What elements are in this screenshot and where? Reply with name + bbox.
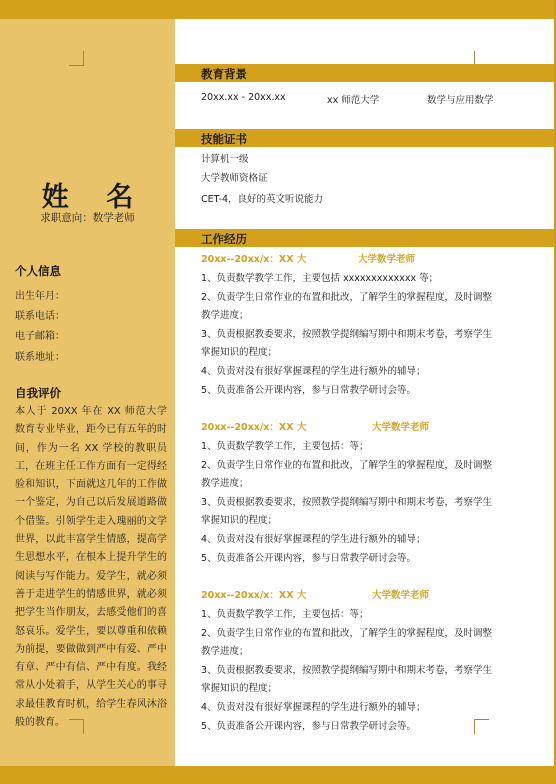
bottom-accent-strip xyxy=(0,766,556,784)
job-duty-line: 教学进度； xyxy=(201,478,249,489)
job-period: 20xx--20xx/x：XX 大 xyxy=(201,254,307,265)
skills-header-bar xyxy=(175,129,554,147)
job-duty-line: 教学进度； xyxy=(201,646,249,657)
skill-item: 计算机一级 xyxy=(201,154,249,165)
email-label: 电子邮箱： xyxy=(15,331,65,342)
phone-label: 联系电话： xyxy=(15,311,65,322)
education-title: 教育背景 xyxy=(201,67,247,81)
job-duty-line: 2、负责学生日常作业的布置和批改，了解学生的掌握程度，及时调整 xyxy=(201,292,493,303)
job-duty-line: 4、负责对没有很好掌握课程的学生进行额外的辅导； xyxy=(201,366,426,377)
job-period: 20xx--20xx/x：XX 大 xyxy=(201,590,307,601)
work-header-bar xyxy=(175,229,554,247)
personal-info-title: 个人信息 xyxy=(15,264,61,278)
skills-title: 技能证书 xyxy=(201,132,247,146)
address-label: 联系地址： xyxy=(15,352,65,363)
top-accent-strip xyxy=(0,0,556,19)
job-duty-line: 掌握知识的程度； xyxy=(201,683,278,694)
birth-label: 出生年月： xyxy=(15,291,65,302)
education-period: 20xx.xx - 20xx.xx xyxy=(201,92,286,103)
corner-mark-bottom-right xyxy=(474,719,489,734)
job-duty-line: 4、负责对没有很好掌握课程的学生进行额外的辅导； xyxy=(201,702,426,713)
job-period: 20xx--20xx/x：XX 大 xyxy=(201,422,307,433)
job-role: 大学数学老师 xyxy=(372,590,430,601)
job-duty-line: 1、负责数学教学工作，主要包括：等； xyxy=(201,609,369,620)
education-school: xx 师范大学 xyxy=(327,95,380,106)
job-duty-line: 掌握知识的程度； xyxy=(201,347,278,358)
job-duty-line: 5、负责准备公开课内容，参与日常教学研讨会等。 xyxy=(201,721,417,732)
job-duty-line: 教学进度； xyxy=(201,310,249,321)
education-header-bar xyxy=(175,64,554,82)
education-major: 数学与应用数学 xyxy=(427,95,494,106)
job-duty-line: 1、负责数学教学工作，主要包括：等； xyxy=(201,441,369,452)
job-duty-line: 1、负责数学教学工作，主要包括 xxxxxxxxxxxxx 等； xyxy=(201,273,439,284)
job-duty-line: 掌握知识的程度； xyxy=(201,515,278,526)
job-duty-line: 3、负责根据教委要求，按照教学提纲编写期中和期末考卷，考察学生 xyxy=(201,497,493,508)
job-duty-line: 2、负责学生日常作业的布置和批改，了解学生的掌握程度，及时调整 xyxy=(201,628,493,639)
self-eval-title: 自我评价 xyxy=(15,386,61,400)
work-title: 工作经历 xyxy=(201,232,247,246)
job-duty-line: 3、负责根据教委要求，按照教学提纲编写期中和期末考卷，考察学生 xyxy=(201,665,493,676)
job-role: 大学数学老师 xyxy=(358,254,416,265)
job-duty-line: 3、负责根据教委要求，按照教学提纲编写期中和期末考卷，考察学生 xyxy=(201,329,493,340)
corner-mark-top-left xyxy=(69,51,84,66)
job-duty-line: 5、负责准备公开课内容，参与日常教学研讨会等。 xyxy=(201,385,417,396)
skill-item: CET-4，良好的英文听说能力 xyxy=(201,194,324,205)
job-role: 大学数学老师 xyxy=(372,422,430,433)
job-duty-line: 4、负责对没有很好掌握课程的学生进行额外的辅导； xyxy=(201,534,426,545)
job-intent: 求职意向：数学老师 xyxy=(40,212,135,224)
candidate-name: 姓 名 xyxy=(41,182,148,213)
job-duty-line: 2、负责学生日常作业的布置和批改，了解学生的掌握程度，及时调整 xyxy=(201,460,493,471)
self-eval-text: 本人于 20XX 年在 XX 师范大学数育专业毕业，距今已有五年的时间，作为一名 XX 学校的教职员工，在班主任工作方面有一定得经验和知识，下面就这几年的工作做一个鉴定，为自己以后发展道路做个借鉴。引领学生走入瑰丽的文学世界，以此丰富学生情感，提高学生思想水平，在根本上提升学生的阅读与写作能力。爱学生，就必须善于走进学生的情感世界，就必须把学生当作朋友，去感受他们的喜怒哀乐。爱学生，要以尊重和依赖为前提，要做做到严中有爱、严中有章、严中有信、严中有度。我经常从小处着手，从学生关心的事寻求最佳教育时机，给学生春风沐浴般的教育。 xyxy=(15,406,167,729)
job-duty-line: 5、负责准备公开课内容，参与日常教学研讨会等。 xyxy=(201,553,417,564)
skill-item: 大学教师资格证 xyxy=(201,173,268,184)
